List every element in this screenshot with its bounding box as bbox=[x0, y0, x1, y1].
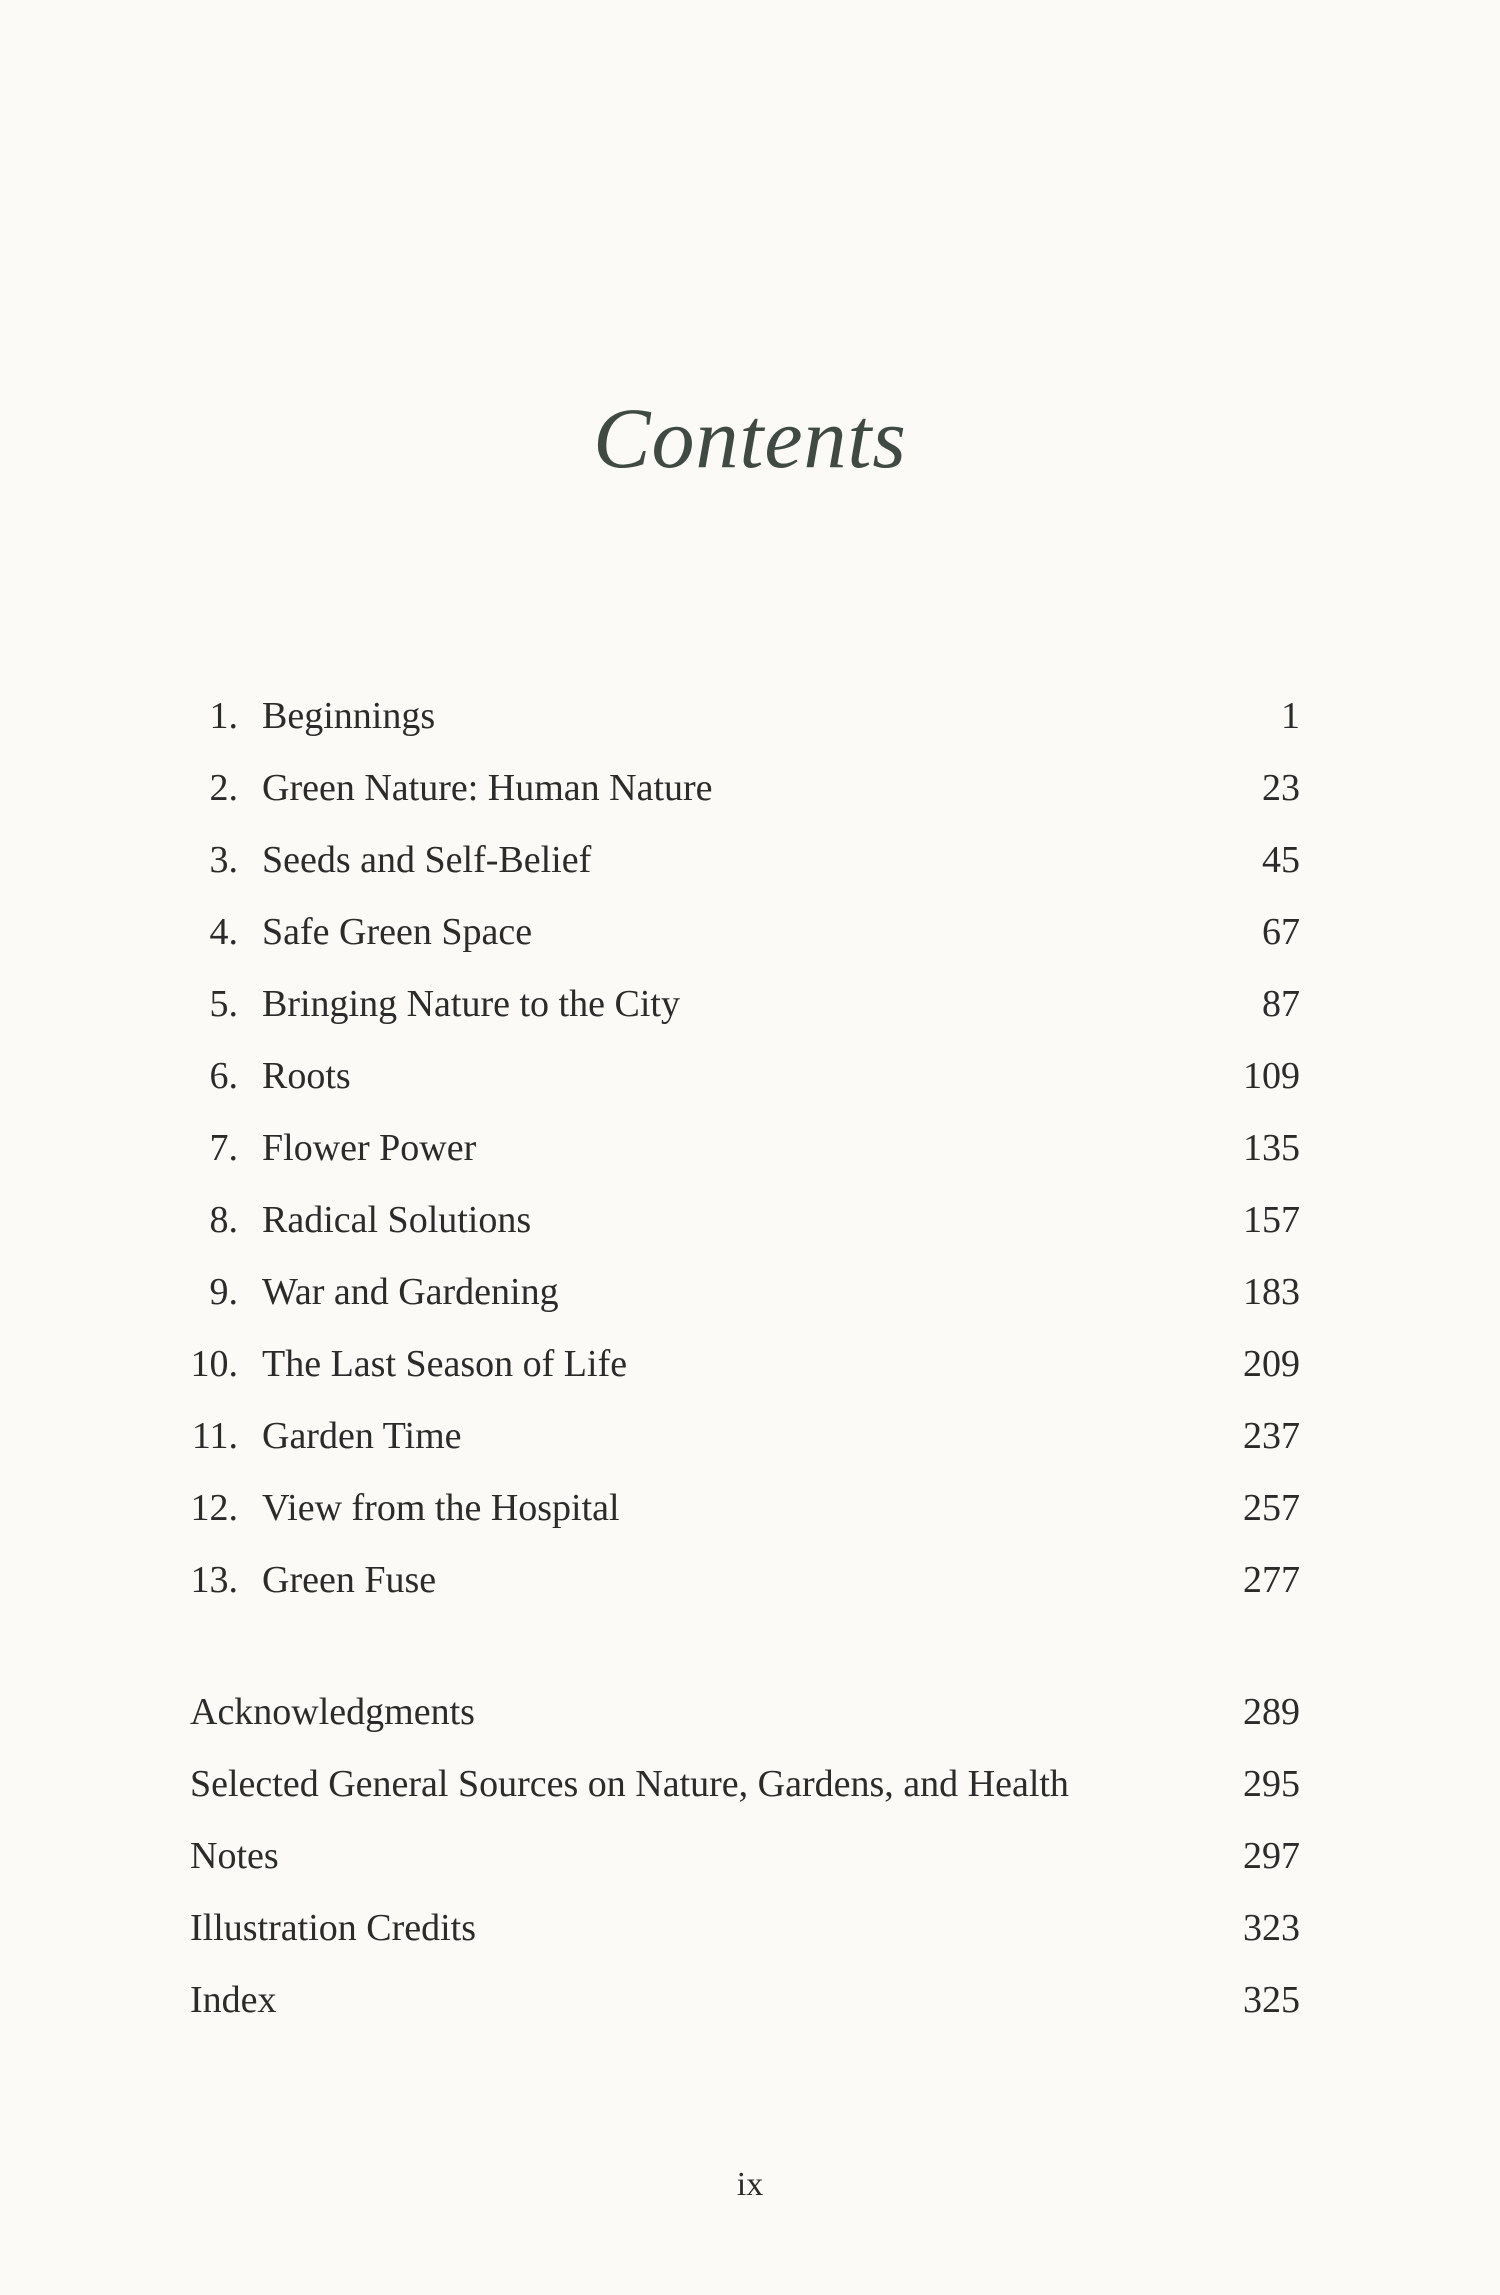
chapter-number: 4. bbox=[209, 911, 238, 953]
page-number: 87 bbox=[1262, 983, 1300, 1025]
toc-entry-chapter-11[interactable] bbox=[0, 1406, 1500, 1466]
chapter-title: Flower Power bbox=[262, 1127, 477, 1169]
toc-entry-chapter-8[interactable] bbox=[0, 1190, 1500, 1250]
chapter-title: View from the Hospital bbox=[262, 1487, 620, 1529]
chapter-number: 11. bbox=[191, 1415, 238, 1457]
toc-entry-illustration-credits[interactable] bbox=[0, 1898, 1500, 1958]
toc-entry-chapter-10[interactable] bbox=[0, 1334, 1500, 1394]
page-number: 257 bbox=[1243, 1487, 1300, 1529]
section-title: Illustration Credits bbox=[190, 1907, 477, 1949]
chapter-number: 9. bbox=[209, 1271, 238, 1313]
toc-entry-chapter-9[interactable] bbox=[0, 1262, 1500, 1322]
chapter-title: Garden Time bbox=[262, 1415, 462, 1457]
page-title: Contents bbox=[593, 390, 907, 486]
toc-entry-chapter-13[interactable] bbox=[0, 1550, 1500, 1610]
chapter-number: 6. bbox=[209, 1055, 238, 1097]
page-number: 157 bbox=[1243, 1199, 1300, 1241]
toc-entry-chapter-5[interactable] bbox=[0, 974, 1500, 1034]
page-number: 323 bbox=[1243, 1907, 1300, 1949]
chapter-title: War and Gardening bbox=[262, 1271, 559, 1313]
chapter-title: Safe Green Space bbox=[262, 911, 533, 953]
toc-entry-acknowledgments[interactable] bbox=[0, 1682, 1500, 1742]
page-number: 23 bbox=[1262, 767, 1300, 809]
toc-entry-chapter-1[interactable] bbox=[0, 686, 1500, 746]
chapter-title: Bringing Nature to the City bbox=[262, 983, 680, 1025]
section-title: Acknowledgments bbox=[190, 1691, 475, 1733]
folio-page-number: ix bbox=[736, 2166, 764, 2203]
page-number: 109 bbox=[1243, 1055, 1300, 1097]
page-number: 295 bbox=[1243, 1763, 1300, 1805]
chapter-title: Seeds and Self-Belief bbox=[262, 839, 592, 881]
page-number: 325 bbox=[1243, 1979, 1300, 2021]
toc-entry-chapter-3[interactable] bbox=[0, 830, 1500, 890]
chapter-title: Green Fuse bbox=[262, 1559, 437, 1601]
page-number: 67 bbox=[1262, 911, 1300, 953]
chapter-title: Green Nature: Human Nature bbox=[262, 767, 713, 809]
toc-entry-index[interactable] bbox=[0, 1970, 1500, 2030]
chapter-number: 8. bbox=[209, 1199, 238, 1241]
page-number: 237 bbox=[1243, 1415, 1300, 1457]
toc-entry-selected-sources[interactable] bbox=[0, 1754, 1500, 1814]
chapter-number: 13. bbox=[190, 1559, 238, 1601]
chapter-number: 12. bbox=[190, 1487, 238, 1529]
section-title: Notes bbox=[190, 1835, 279, 1877]
chapter-number: 3. bbox=[209, 839, 238, 881]
chapter-number: 7. bbox=[209, 1127, 238, 1169]
page-number: 277 bbox=[1243, 1559, 1300, 1601]
toc-entry-chapter-2[interactable] bbox=[0, 758, 1500, 818]
toc-entry-notes[interactable] bbox=[0, 1826, 1500, 1886]
page-number: 209 bbox=[1243, 1343, 1300, 1385]
page-number: 183 bbox=[1243, 1271, 1300, 1313]
page-number: 135 bbox=[1243, 1127, 1300, 1169]
toc-entry-chapter-4[interactable] bbox=[0, 902, 1500, 962]
section-title: Selected General Sources on Nature, Gardens, and Health bbox=[190, 1763, 1069, 1805]
section-title: Index bbox=[190, 1979, 277, 2021]
page-number: 45 bbox=[1262, 839, 1300, 881]
toc-entry-chapter-12[interactable] bbox=[0, 1478, 1500, 1538]
page-number: 297 bbox=[1243, 1835, 1300, 1877]
chapter-number: 10. bbox=[190, 1343, 238, 1385]
chapter-number: 1. bbox=[209, 695, 238, 737]
chapter-title: The Last Season of Life bbox=[262, 1343, 628, 1385]
chapter-title: Roots bbox=[262, 1055, 351, 1097]
page-number: 1 bbox=[1281, 695, 1300, 737]
chapter-title: Radical Solutions bbox=[262, 1199, 532, 1241]
toc-entry-chapter-6[interactable] bbox=[0, 1046, 1500, 1106]
toc-entry-chapter-7[interactable] bbox=[0, 1118, 1500, 1178]
chapter-number: 5. bbox=[209, 983, 238, 1025]
chapter-title: Beginnings bbox=[262, 695, 436, 737]
page-number: 289 bbox=[1243, 1691, 1300, 1733]
chapter-number: 2. bbox=[209, 767, 238, 809]
